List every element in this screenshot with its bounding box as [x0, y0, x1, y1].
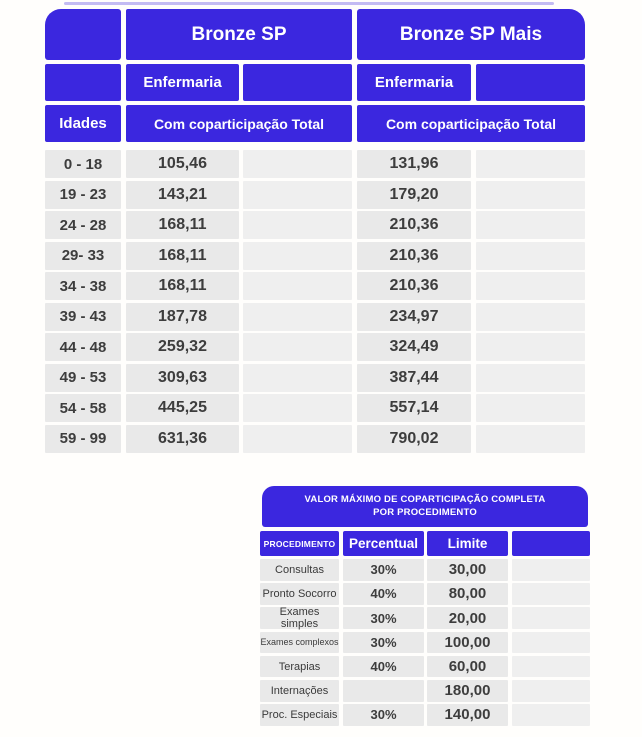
copay-empty-cell [512, 632, 590, 654]
percent-cell: 30% [343, 607, 424, 629]
procedure-cell: Proc. Especiais [260, 704, 339, 726]
procedure-cell: Pronto Socorro [260, 583, 339, 605]
price-cell-bronze-sp-mais: 131,96 [357, 150, 471, 178]
age-cell: 54 - 58 [45, 394, 121, 422]
total-cell-bronze-sp-mais [476, 272, 585, 300]
total-cell-bronze-sp [243, 181, 352, 209]
percent-column-header: Percentual [343, 531, 424, 556]
total-cell-bronze-sp [243, 425, 352, 453]
plans-corner-cell [45, 9, 121, 60]
price-cell-bronze-sp: 309,63 [126, 364, 239, 392]
percent-cell: 30% [343, 559, 424, 581]
total-cell-bronze-sp [243, 364, 352, 392]
total-cell-bronze-sp-mais [476, 394, 585, 422]
cropped-banner-edge [64, 2, 554, 5]
limit-cell: 140,00 [427, 704, 508, 726]
age-cell: 49 - 53 [45, 364, 121, 392]
total-cell-bronze-sp-mais [476, 364, 585, 392]
price-cell-bronze-sp: 143,21 [126, 181, 239, 209]
copay-empty-cell [512, 704, 590, 726]
age-cell: 24 - 28 [45, 211, 121, 239]
age-cell: 34 - 38 [45, 272, 121, 300]
total-cell-bronze-sp [243, 394, 352, 422]
percent-cell: 30% [343, 632, 424, 654]
price-cell-bronze-sp: 168,11 [126, 242, 239, 270]
price-cell-bronze-sp: 168,11 [126, 211, 239, 239]
copay-empty-cell [512, 680, 590, 702]
copay-spacer-header [512, 531, 590, 556]
age-cell: 44 - 48 [45, 333, 121, 361]
price-cell-bronze-sp: 445,25 [126, 394, 239, 422]
tier-bronze-sp: Enfermaria [126, 64, 239, 101]
price-cell-bronze-sp-mais: 210,36 [357, 242, 471, 270]
price-cell-bronze-sp: 168,11 [126, 272, 239, 300]
total-cell-bronze-sp [243, 150, 352, 178]
total-cell-bronze-sp [243, 242, 352, 270]
price-cell-bronze-sp-mais: 179,20 [357, 181, 471, 209]
price-cell-bronze-sp: 187,78 [126, 303, 239, 331]
age-cell: 0 - 18 [45, 150, 121, 178]
tier-bronze-sp-mais: Enfermaria [357, 64, 471, 101]
procedure-cell: Internações [260, 680, 339, 702]
age-cell: 59 - 99 [45, 425, 121, 453]
total-cell-bronze-sp-mais [476, 181, 585, 209]
total-cell-bronze-sp [243, 272, 352, 300]
percent-cell: 30% [343, 704, 424, 726]
plan-name-bronze-sp-mais: Bronze SP Mais [357, 9, 585, 60]
price-cell-bronze-sp-mais: 557,14 [357, 394, 471, 422]
total-cell-bronze-sp-mais [476, 333, 585, 361]
price-header-bronze-sp: Com coparticipação Total [126, 105, 352, 142]
age-cell: 39 - 43 [45, 303, 121, 331]
price-cell-bronze-sp-mais: 234,97 [357, 303, 471, 331]
total-cell-bronze-sp-mais [476, 303, 585, 331]
age-cell: 19 - 23 [45, 181, 121, 209]
copay-empty-cell [512, 656, 590, 678]
tier-spacer-bronze-sp-mais [476, 64, 585, 101]
price-cell-bronze-sp-mais: 210,36 [357, 272, 471, 300]
procedure-column-header: PROCEDIMENTO [260, 531, 339, 556]
limit-cell: 100,00 [427, 632, 508, 654]
limit-cell: 30,00 [427, 559, 508, 581]
procedure-cell: Exames simples [260, 607, 339, 629]
price-cell-bronze-sp: 259,32 [126, 333, 239, 361]
total-cell-bronze-sp [243, 303, 352, 331]
age-column-header: Idades [45, 105, 121, 142]
percent-cell: 40% [343, 583, 424, 605]
total-cell-bronze-sp-mais [476, 150, 585, 178]
limit-cell: 20,00 [427, 607, 508, 629]
age-cell: 29- 33 [45, 242, 121, 270]
total-cell-bronze-sp [243, 211, 352, 239]
price-header-bronze-sp-mais: Com coparticipação Total [357, 105, 585, 142]
total-cell-bronze-sp [243, 333, 352, 361]
limit-cell: 180,00 [427, 680, 508, 702]
price-cell-bronze-sp: 105,46 [126, 150, 239, 178]
plans-spacer-cell [45, 64, 121, 101]
price-cell-bronze-sp-mais: 387,44 [357, 364, 471, 392]
procedure-cell: Consultas [260, 559, 339, 581]
price-cell-bronze-sp-mais: 790,02 [357, 425, 471, 453]
price-cell-bronze-sp-mais: 324,49 [357, 333, 471, 361]
procedure-cell: Terapias [260, 656, 339, 678]
limit-cell: 60,00 [427, 656, 508, 678]
copay-empty-cell [512, 583, 590, 605]
tier-spacer-bronze-sp [243, 64, 352, 101]
total-cell-bronze-sp-mais [476, 211, 585, 239]
total-cell-bronze-sp-mais [476, 242, 585, 270]
copay-title-line2: POR PROCEDIMENTO [373, 506, 477, 518]
plan-name-bronze-sp: Bronze SP [126, 9, 352, 60]
price-cell-bronze-sp: 631,36 [126, 425, 239, 453]
limit-cell: 80,00 [427, 583, 508, 605]
limit-column-header: Limite [427, 531, 508, 556]
copay-title-line1: VALOR MÁXIMO DE COPARTICIPAÇÃO COMPLETA [304, 493, 546, 505]
copay-table-title [262, 486, 588, 527]
total-cell-bronze-sp-mais [476, 425, 585, 453]
copay-empty-cell [512, 559, 590, 581]
procedure-cell: Exames complexos [260, 632, 339, 654]
percent-cell: 40% [343, 656, 424, 678]
percent-cell [343, 680, 424, 702]
copay-empty-cell [512, 607, 590, 629]
price-cell-bronze-sp-mais: 210,36 [357, 211, 471, 239]
